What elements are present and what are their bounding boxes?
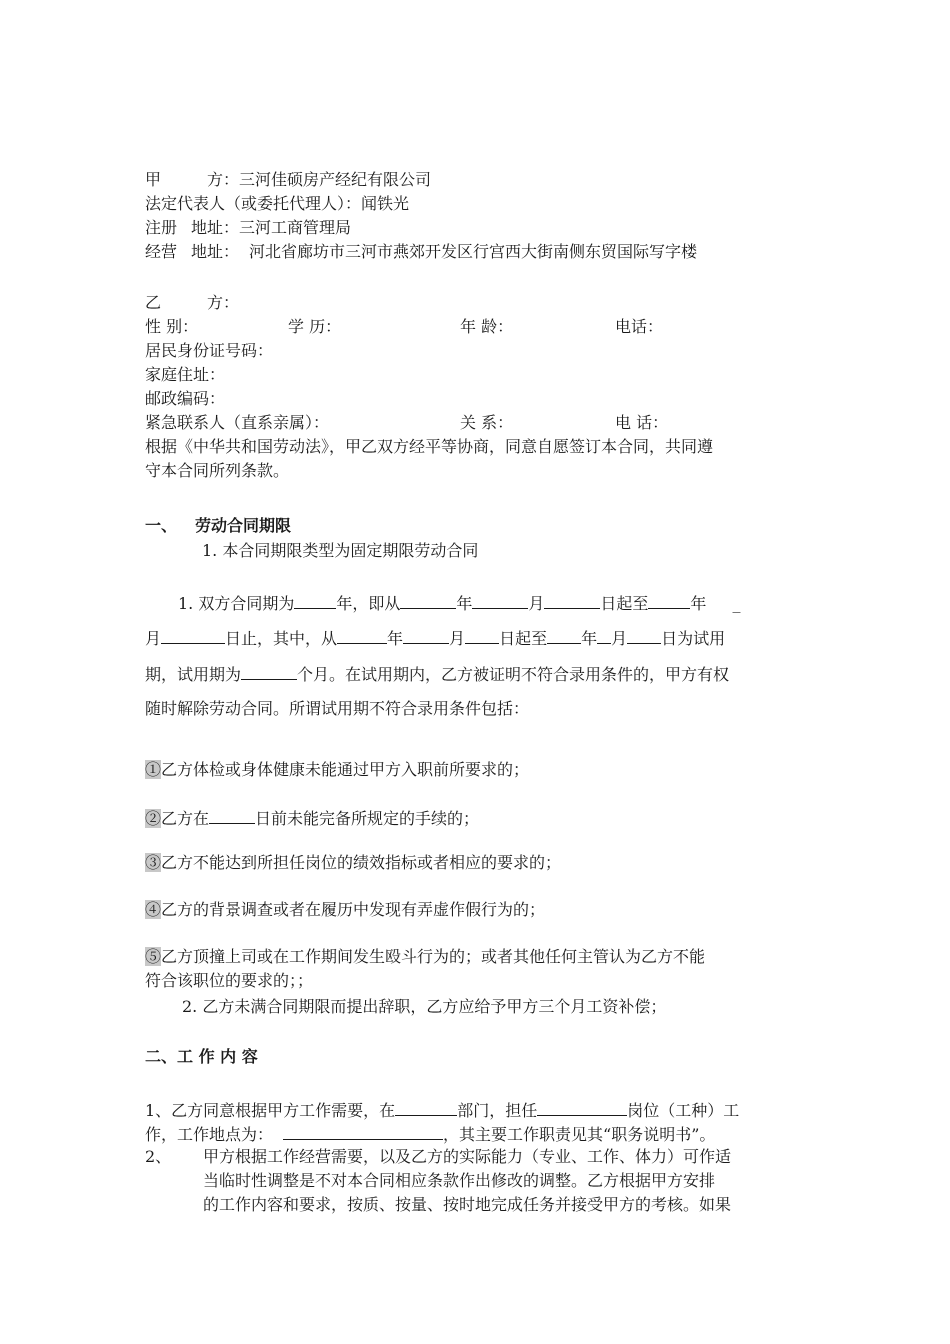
condition-text: 乙方的背景调查或者在履历中发现有弄虚作假行为的；: [161, 900, 546, 919]
term-text: 月: [145, 629, 162, 648]
work-text: ，其主要工作职责见其“职务说明书”。: [443, 1125, 716, 1144]
condition-4: [145, 900, 545, 920]
blank-end-year[interactable]: [648, 592, 690, 609]
biz-label-2: 地址：: [191, 242, 240, 261]
term-text: 年: [690, 594, 707, 613]
blank-probation-months[interactable]: [241, 663, 297, 680]
blank-probation-end-year[interactable]: [547, 627, 581, 644]
term-text: 年: [456, 594, 473, 613]
party-a-line: [145, 170, 431, 190]
emergency-phone-label: 电 话：: [615, 413, 669, 432]
term-text: 月: [611, 629, 628, 648]
work-text: 岗位（工种）工: [627, 1101, 740, 1120]
blank-department[interactable]: [395, 1099, 457, 1116]
term-text: 个月。在试用期内，乙方被证明不符合录用条件的，甲方有权: [297, 665, 730, 684]
condition-number: ④: [145, 900, 162, 919]
term-line-3: [145, 663, 729, 685]
party-a-label: 甲: [145, 170, 162, 189]
term-text: _: [732, 594, 741, 613]
section-1-item-1: 1. 本合同期限类型为固定期限劳动合同: [202, 541, 479, 560]
condition-number: ③: [145, 853, 162, 872]
gender-label: 性 别：: [145, 317, 199, 336]
term-text: 日起至: [499, 629, 548, 648]
blank-deadline-day[interactable]: [209, 807, 255, 824]
condition-number: ②: [145, 809, 162, 828]
preamble-line-1: 根据《中华共和国劳动法》，甲乙双方经平等协商，同意自愿签订本合同，共同遵: [145, 437, 714, 456]
term-text: 日起至: [600, 594, 649, 613]
term-text: 期，试用期为: [145, 665, 242, 684]
reg-label-2: 地址：: [191, 218, 240, 237]
term-text: 年: [581, 629, 598, 648]
blank-position[interactable]: [537, 1099, 627, 1116]
condition-1: [145, 760, 529, 780]
id-number-label: 居民身份证号码：: [145, 341, 274, 360]
preamble-line-2: 守本合同所列条款。: [145, 461, 290, 480]
work-content-item-2-line-1: 甲方根据工作经营需要，以及乙方的实际能力（专业、工作、体力）可作适: [203, 1147, 732, 1166]
work-content-item-2-line-3: 的工作内容和要求，按质、按量、按时地完成任务并接受甲方的考核。如果: [203, 1195, 732, 1214]
work-text: 部门，担任: [457, 1101, 538, 1120]
blank-end-day[interactable]: [161, 627, 225, 644]
blank-probation-start-year[interactable]: [337, 627, 387, 644]
work-content-item-2-line-2: 当临时性调整是不对本合同相应条款作出修改的调整。乙方根据甲方安排: [203, 1171, 716, 1190]
reg-address-value: 三河工商管理局: [239, 218, 352, 237]
phone-label: 电话：: [615, 317, 664, 336]
work-content-line-1: [145, 1099, 739, 1121]
biz-label: 经营: [145, 242, 178, 261]
party-b-label: 乙: [145, 293, 162, 312]
term-text: 月: [449, 629, 466, 648]
work-content-item-2-number: 2、: [145, 1147, 172, 1166]
biz-address-line: [145, 242, 697, 262]
section-1-heading: [145, 516, 291, 536]
work-content-line-2: [145, 1123, 715, 1145]
condition-2: [145, 807, 479, 829]
blank-start-month[interactable]: [472, 592, 528, 609]
condition-5-continued: 符合该职位的要求的；；: [145, 971, 314, 990]
party-b-line: [145, 293, 239, 313]
term-text: 日为试用: [661, 629, 726, 648]
condition-text: 乙方在: [161, 809, 210, 828]
work-text: 作，工作地点为：: [145, 1125, 274, 1144]
work-text: 1、乙方同意根据甲方工作需要，在: [145, 1101, 396, 1120]
blank-probation-end-month[interactable]: [597, 627, 611, 644]
blank-years[interactable]: [294, 592, 336, 609]
condition-text: 乙方体检或身体健康未能通过甲方入职前所要求的；: [161, 760, 530, 779]
section-1-title: 劳动合同期限: [195, 516, 292, 535]
party-a-colon: 方：: [207, 170, 240, 189]
term-line-1: [178, 592, 740, 614]
condition-3: [145, 853, 561, 873]
blank-work-location[interactable]: [283, 1123, 443, 1140]
condition-number: ①: [145, 760, 162, 779]
term-text: 月: [528, 594, 545, 613]
legal-rep-line: [145, 194, 409, 214]
blank-probation-start-day[interactable]: [465, 627, 499, 644]
home-address-label: 家庭住址：: [145, 365, 226, 384]
reg-label: 注册: [145, 218, 178, 237]
relation-label: 关 系：: [460, 413, 514, 432]
condition-text: 乙方不能达到所担任岗位的绩效指标或者相应的要求的；: [161, 853, 562, 872]
term-text: 年: [387, 629, 404, 648]
condition-text: 乙方顶撞上司或在工作期间发生殴斗行为的；或者其他任何主管认为乙方不能: [161, 947, 706, 966]
party-a-name: 三河佳硕房产经纪有限公司: [239, 170, 432, 189]
reg-address-line: [145, 218, 351, 238]
blank-start-day[interactable]: [544, 592, 600, 609]
term-text: 年，即从: [336, 594, 401, 613]
biz-address-value: 河北省廊坊市三河市燕郊开发区行宫西大街南侧东贸国际写字楼: [249, 242, 698, 261]
section-2-heading: 二、工 作 内 容: [145, 1047, 258, 1066]
education-label: 学 历：: [288, 317, 342, 336]
condition-number: ⑤: [145, 947, 162, 966]
blank-probation-end-day[interactable]: [627, 627, 661, 644]
section-1-number: 一、: [145, 516, 178, 535]
blank-start-year[interactable]: [400, 592, 456, 609]
condition-text: 日前未能完备所规定的手续的；: [255, 809, 480, 828]
party-b-colon: 方：: [207, 293, 240, 312]
legal-rep-value: 闻铁光: [361, 194, 410, 213]
condition-5: [145, 947, 705, 967]
blank-probation-start-month[interactable]: [403, 627, 449, 644]
emergency-contact-label: 紧急联系人（直系亲属）：: [145, 413, 330, 432]
term-line-2: [145, 627, 725, 649]
term-text: 日止，其中，从: [225, 629, 338, 648]
postcode-label: 邮政编码：: [145, 389, 226, 408]
term-text: 1. 双方合同期为: [178, 594, 295, 613]
age-label: 年 龄：: [460, 317, 514, 336]
section-1-item-2: 2. 乙方未满合同期限而提出辞职，乙方应给予甲方三个月工资补偿；: [182, 997, 667, 1016]
term-line-4: 随时解除劳动合同。所谓试用期不符合录用条件包括：: [145, 699, 530, 718]
legal-rep-label: 法定代表人（或委托代理人）：: [145, 194, 362, 213]
